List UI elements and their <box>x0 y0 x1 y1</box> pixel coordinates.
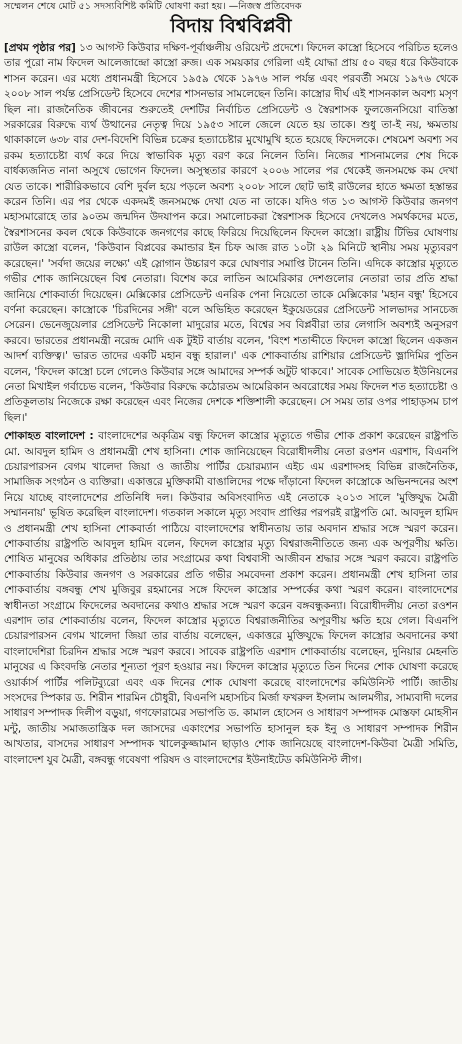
section-lead: শোকাহত বাংলাদেশ : <box>4 430 94 443</box>
article-headline: বিদায় বিশ্ববিপ্লবী <box>170 15 292 37</box>
article-paragraph <box>4 41 458 426</box>
paragraph-text: ১৩ আগস্ট কিউবার দক্ষিণ-পূর্বাঞ্চলীয় ওরিয়েন্ট প্রদেশে। ফিদেল কাস্ত্রো হিসেবে পরিচিত হলেও তার পুরো নাম ফিদেল আলেজান্দ্রো কাস্ত্রো রুজ। এক সময়কার গেরিলা এই যোদ্ধা প্রায় ৫০ বছর ধরে কিউবাকে শাসন করেন। এর মধ্যে প্রধানমন্ত্রী হিসেবে ১৯৫৯ থেকে ১৯৭৬ সাল পর্যন্ত এবং পরবর্তী সময়ে ১৯৭৬ থেকে ২০০৮ সাল পর্যন্ত প্রেসিডেন্ট হিসেবে দেশের শাসনভার সামলেছেন তিনি। কাস্ত্রোর দীর্ঘ এই শাসনকাল অবশ্য মসৃণ ছিল না। রাজনৈতিক জীবনের শুরুতেই দেশটির নির্বাচিত প্রেসিডেন্ট ও স্বৈরশাসক ফুলজেনসিয়ো বাতিস্তা সরকারের বিরুদ্ধে ব্যর্থ উত্থানের নেতৃত্ব দিয়ে ১৯৫৩ সালে জেলে যেতে হয় তাকে। শুধু তা-ই নয়, ক্ষমতায় থাকাকালে ৬৩৮ বার দেশ-বিদেশি বিভিন্ন চক্রের হত্যাচেষ্টার মুখোমুখি হতে হয়েছে ফিদেলকে। শেষমেশ অবশ্য সব রকম হত্যাচেষ্টা ব্যর্থ করে দিয়ে স্বাভাবিক মৃত্যু বরণ করে নিলেন তিনি। নিজের শাসনামলের শেষ দিকে বার্ধক্যজনিত নানা অসুখে ভোগেন ফিদেল। অসুস্থতার কারণে ২০০৬ সালের পর থেকেই জনসমক্ষে কম দেখা যেত তাকে। শারীরিকভাবে বেশি দুর্বল হয়ে পড়লে অবশ্য ২০০৮ সালে ছোট ভাই রাউলের হাতে ক্ষমতা হস্তান্তর করেন তিনি। এর পর থেকে একদমই জনসমক্ষে দেখা যেত না তাকে। যদিও গত ১৩ আগস্ট কিউবার জনগণ মহাসমারোহে তার ৯০তম জন্মদিন উদযাপন করে। সমালোচকরা স্বৈরশাসক হিসেবে দেখলেও সমর্থকদের মতে, স্বৈরশাসনের কবল থেকে কিউবাকে জনগণের কাছে ফিরিয়ে দিয়েছিলেন ফিদেল কাস্ত্রো। রাষ্ট্রীয় টিভির ঘোষণায় রাউল কাস্ত্রো বলেন, 'কিউবান বিপ্লবের কমান্ডার ইন চিফ আজ রাত ১০টা ২৯ মিনিটে স্থানীয় সময় মৃত্যুবরণ করেছেন।' 'সর্বদা জয়ের লক্ষ্যে' এই স্লোগান উচ্চারণ করে ঘোষণার সমাপ্তি টানেন তিনি। এদিকে কাস্ত্রোর মৃত্যুতে গভীর শোক জানিয়েছেন বিশ্ব নেতারা। বিশেষ করে লাতিন আমেরিকার দেশগুলোর নেতারা তার প্রতি শ্রদ্ধা জানিয়ে শোকবার্তা দিয়েছেন। মেক্সিকোর প্রেসিডেন্ট এনরিক পেনা নিয়েতো তাকে মেক্সিকোর 'মহান বন্ধু' হিসেবে বর্ণনা করেছেন। কাস্ত্রোকে 'চিরদিনের সঙ্গী' বলে অভিহিত করেছেন ইকুয়েডরের প্রেসিডেন্ট সালভাদর সানচেজ সেরেন। ভেনেজুয়েলার প্রেসিডেন্ট নিকোলা মাদুরোর মতে, বিশ্বের সব বিপ্লবীরা তার লেগাসি অবশ্যই অনুসরণ করবে। ভারতের প্রধানমন্ত্রী নরেন্দ্র মোদি এক টুইট বার্তায় বলেন, 'বিংশ শতাব্দীতে ফিদেল কাস্ত্রো ছিলেন একজন আদর্শ ব্যক্তিত্ব।' ভারত তাদের একটি মহান বন্ধু হারাল।' এক শোকবার্তায় রাশিয়ার প্রেসিডেন্ট ভ্লাদিমির পুতিন বলেন, 'ফিদেল কাস্ত্রো চলে গেলেও কিউবার সঙ্গে আমাদের সম্পর্ক অটুট থাকবে।' সাবেক সোভিয়েত ইউনিয়নের নেতা মিখাইল গর্বাচেভ বলেন, 'কিউবার বিরুদ্ধে কঠোরতম আমেরিকান অবরোধের সময় ফিদেল শত হত্যাচেষ্টা ও প্রতিকূলতায় নিজেকে রক্ষা করেছেন এবং নিজের দেশকে শক্তিশালী করেছেন। সে সময় তার ওপর পাহাড়সম চাপ ছিল।' <box>4 42 458 424</box>
previous-article-tail: সম্মেলন শেষে মোট ৫১ সদস্যবিশিষ্ট কমিটি ঘোষণা করা হয়। —নিজস্ব প্রতিবেদক <box>4 1 302 12</box>
paragraph-text: বাংলাদেশের অকৃত্রিম বন্ধু ফিদেল কাস্ত্রোর মৃত্যুতে গভীর শোক প্রকাশ করেছেন রাষ্ট্রপতি মো. আবদুল হামিদ ও প্রধানমন্ত্রী শেখ হাসিনা। শোক জানিয়েছেন বিরোধীদলীয় নেতা রওশন এরশাদ, বিএনপি চেয়ারপারসন বেগম খালেদা জিয়া ও জাতীয় পার্টির চেয়ারম্যান এইচ এম এরশাদসহ বিভিন্ন রাজনৈতিক, সামাজিক সংগঠন ও ব্যক্তিরা। একাত্তরে মুক্তিকামী বাঙালিদের পক্ষে দাঁড়ানো ফিদেল কাস্ত্রোকে অভিনন্দনের অংশ নিয়ে যাচ্ছে বাংলাদেশের প্রতিনিধি দল। কিউবার অবিসংবাদিত এই নেতাকে ২০১৩ সালে 'মুক্তিযুদ্ধ মৈত্রী সম্মাননায়' ভূষিত করেছিল বাংলাদেশ। গতকাল সকালে মৃত্যু সংবাদ প্রাপ্তির পরপরই রাষ্ট্রপতি মো. আবদুল হামিদ ও প্রধানমন্ত্রী শেখ হাসিনা শোকবার্তা পাঠিয়ে বাংলাদেশের স্বাধীনতায় তার অবদান শ্রদ্ধার সঙ্গে স্মরণ করেন। শোকবার্তায় রাষ্ট্রপতি আবদুল হামিদ বলেন, ফিদেল কাস্ত্রোর মৃত্যু বিশ্বরাজনীতিতে জন্য এক অপূরণীয় ক্ষতি। শোষিত মানুষের অধিকার প্রতিষ্ঠায় তার সংগ্রামের কথা বিশ্ববাসী আজীবন শ্রদ্ধার সঙ্গে স্মরণ করবে। রাষ্ট্রপতি শোকবার্তায় কিউবার জনগণ ও সরকারের প্রতি গভীর সমবেদনা প্রকাশ করেন। প্রধানমন্ত্রী শেখ হাসিনা তার শোকবার্তায় বঙ্গবন্ধু শেখ মুজিবুর রহমানের সঙ্গে ফিদেল কাস্ত্রোর সম্পর্কের কথা স্মরণ করেন। বাংলাদেশের স্বাধীনতা সংগ্রামে ফিদেলের অবদানের কথাও শ্রদ্ধার সঙ্গে স্মরণ করেন বঙ্গবন্ধুকন্যা। বিরোধীদলীয় নেতা রওশন এরশাদ তার শোকবার্তায় বলেন, ফিদেল কাস্ত্রোর মৃত্যুতে বিশ্বরাজনীতির অপূরণীয় ক্ষতি হয়ে গেল। বিএনপি চেয়ারপারসন বেগম খালেদা জিয়া তার বার্তায় বলেছেন, একাত্তরে মুক্তিযুদ্ধে ফিদেল কাস্ত্রোর অবদানের কথা বাংলাদেশিরা চিরদিন শ্রদ্ধার সঙ্গে স্মরণ করবে। সাবেক রাষ্ট্রপতি এরশাদ শোকবার্তায় বলেছেন, দুনিয়ার মেহনতি মানুষের এ কিংবদন্তি নেতার শূন্যতা পূরণ হওয়ার নয়। ফিদেল কাস্ত্রোর মৃত্যুতে তিন দিনের শোক ঘোষণা করেছে ওয়ার্কার্স পার্টির পলিটব্যুরো এবং এক দিনের শোক ঘোষণা করেছে বাংলাদেশের কমিউনিস্ট পার্টি। জাতীয় সংসদের স্পিকার ড. শিরীন শারমিন চৌধুরী, বিএনপি মহাসচিব মির্জা ফখরুল ইসলাম আলমগীর, সাম্যবাদী দলের সাধারণ সম্পাদক দিলীপ বড়ুয়া, গণফোরামের সভাপতি ড. কামাল হোসেন ও সাধারণ সম্পাদক মোস্তফা মোহসীন মন্টু, জাতীয় সমাজতান্ত্রিক দল জাসদের একাংশের সভাপতি হাসানুল হক ইনু ও সাধারণ সম্পাদক শিরীন আখতার, বাসদের সাধারণ সম্পাদক খালেকুজ্জামান ছাড়াও শোক জানিয়েছে বাংলাদেশ-কিউবা মৈত্রী সমিতি, বাংলাদেশ যুব মৈত্রী, বঙ্গবন্ধু গবেষণা পরিষদ ও বাংলাদেশের ইউনাইটেড কমিউনিস্ট লীগ। <box>4 430 458 766</box>
article-paragraph <box>4 429 458 768</box>
article-body <box>4 41 458 1042</box>
continuation-marker: [প্রথম পৃষ্ঠার পর] <box>4 42 76 54</box>
